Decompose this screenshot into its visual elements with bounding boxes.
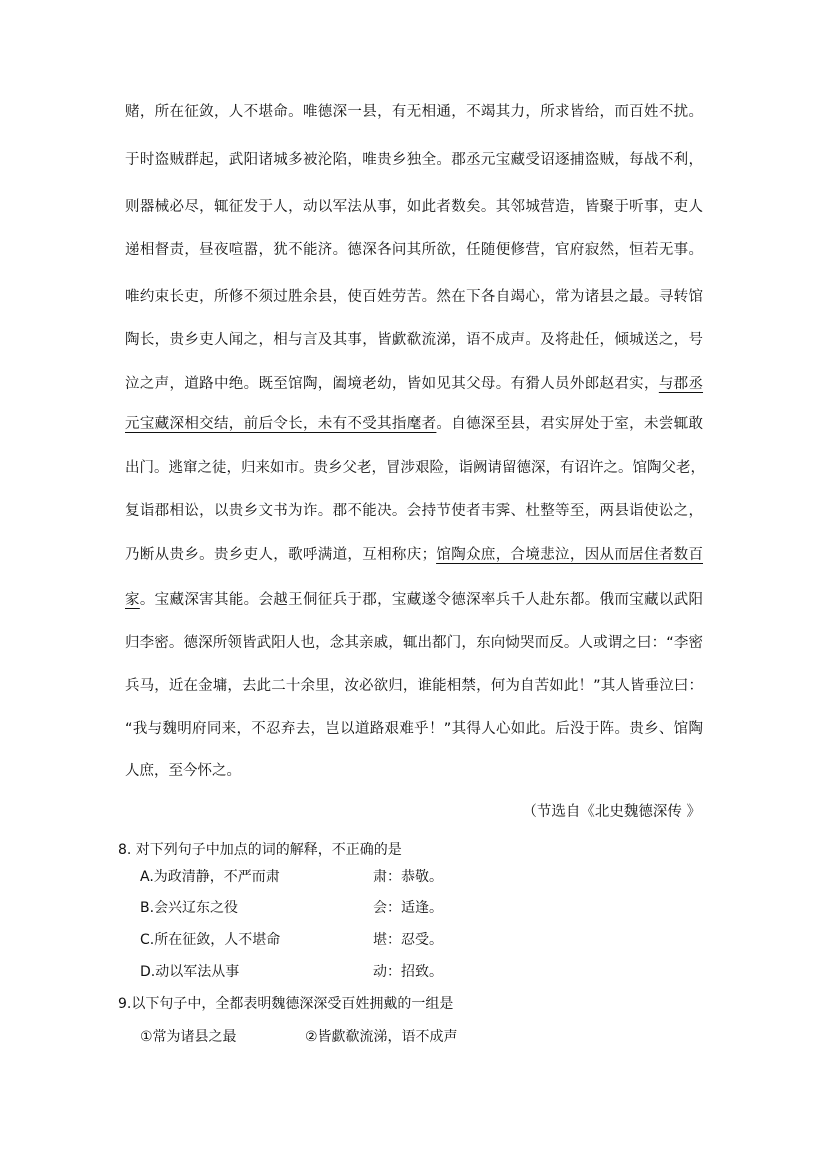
- passage-line: [125, 761, 703, 781]
- passage-line: [125, 374, 703, 394]
- passage-text: 赌，所在征敛，人不堪命。唯德深一县，有无相通，不竭其力，所求皆给，而百姓不扰。: [125, 104, 703, 120]
- passage-text: 泣之声，道路中绝。既至馆陶，阖境老幼，皆如见其父母。有猾人员外郎赵君实，: [125, 376, 659, 392]
- passage-line: [125, 545, 703, 565]
- q9-item-1: ①常为诸县之最: [140, 1029, 237, 1045]
- passage-text: 于时盗贼群起，武阳诸城多被沦陷，唯贵乡独全。郡丞元宝藏受诏逐捕盗贼，每战不利，: [125, 152, 703, 168]
- question-9-stem: 9.以下句子中，全都表明魏德深深受百姓拥戴的一组是: [118, 996, 454, 1012]
- passage-text: 递相督责，昼夜喧嚣，犹不能济。德深各问其所欲，任随便修营，官府寂然，恒若无事。: [125, 242, 703, 258]
- passage-text: 。宝藏深害其能。会越王侗征兵于郡，宝藏遂令德深率兵千人赴东都。俄而宝藏以武阳: [139, 592, 704, 608]
- passage-text: 出门。逃窜之徒，归来如市。贵乡父老，冒涉艰险，诣阙请留德深，有诏许之。馆陶父老，: [125, 460, 705, 476]
- passage-text: 唯约束长吏，所修不须过胜余县，使百姓劳苦。然在下各自竭心，常为诸县之最。寻转馆: [125, 289, 703, 305]
- q8-option-a-gloss: 肃：恭敬。: [373, 869, 443, 885]
- q8-option-a: A.为政清静，不严而肃: [140, 869, 280, 885]
- q8-option-d-gloss: 动：招致。: [373, 964, 443, 980]
- passage-line: [125, 330, 703, 350]
- passage-line: [125, 458, 703, 478]
- passage-line: [125, 633, 703, 653]
- passage-text: 人庶，至今怀之。: [125, 763, 241, 779]
- passage-line: [125, 501, 703, 521]
- passage-line: [125, 590, 703, 610]
- q8-option-d: D.动以军法从事: [140, 964, 240, 980]
- passage-text: 。自德深至县，君实屏处于室，未尝辄敢: [436, 416, 703, 432]
- underlined-text: 与郡丞: [658, 376, 704, 392]
- passage-text: 兵马，近在金墉，去此二十余里，汝必欲归，谁能相禁，何为自苦如此！”其人皆垂泣曰：: [125, 678, 703, 694]
- passage-source: （节选自《北史魏德深传 》: [522, 804, 701, 820]
- passage-line: [125, 240, 703, 260]
- q8-option-c-gloss: 堪：忍受。: [373, 932, 443, 948]
- passage-text: 复诣郡相讼，以贵乡文书为诈。郡不能决。会持节使者韦霁、杜整等至，两县诣使讼之，: [125, 503, 703, 519]
- q9-item-2: ②皆歔欷流涕，语不成声: [305, 1029, 458, 1045]
- q8-option-c: C.所在征敛，人不堪命: [140, 932, 281, 948]
- q8-option-b-gloss: 会：适逢。: [373, 900, 443, 916]
- passage-text: 陶长，贵乡吏人闻之，相与言及其事，皆歔欷流涕，语不成声。及将赴任，倾城送之，号: [125, 332, 703, 348]
- passage-line: [125, 287, 703, 307]
- q8-option-b: B.会兴辽东之役: [140, 900, 239, 916]
- passage-text: “我与魏明府同来，不忍弃去，岂以道路艰难乎！”其得人心如此。后没于阵。贵乡、馆陶: [125, 721, 703, 737]
- underlined-text: 家: [125, 592, 140, 608]
- passage-line: [125, 150, 703, 170]
- underlined-text: 元宝藏深相交结，前后令长，未有不受其指麾者: [125, 416, 437, 432]
- passage-line: [125, 414, 703, 434]
- underlined-text: 馆陶众庶，合境悲泣，因从而居住者数百: [436, 547, 703, 563]
- passage-text: 则器械必尽，辄征发于人，动以军法从事，如此者数矣。其邻城营造，皆聚于听事，吏人: [125, 199, 703, 215]
- passage-line: [125, 719, 703, 739]
- passage-line: [125, 102, 703, 122]
- passage-text: 归李密。德深所领皆武阳人也，念其亲戚，辄出都门，东向恸哭而反。人或谓之曰：“李密: [125, 635, 703, 651]
- passage-text: 乃断从贵乡。贵乡吏人，歌呼满道，互相称庆；: [125, 547, 437, 563]
- question-8-stem: 8. 对下列句子中加点的词的解释，不正确的是: [118, 842, 402, 858]
- passage-line: [125, 676, 703, 696]
- passage-line: [125, 197, 703, 217]
